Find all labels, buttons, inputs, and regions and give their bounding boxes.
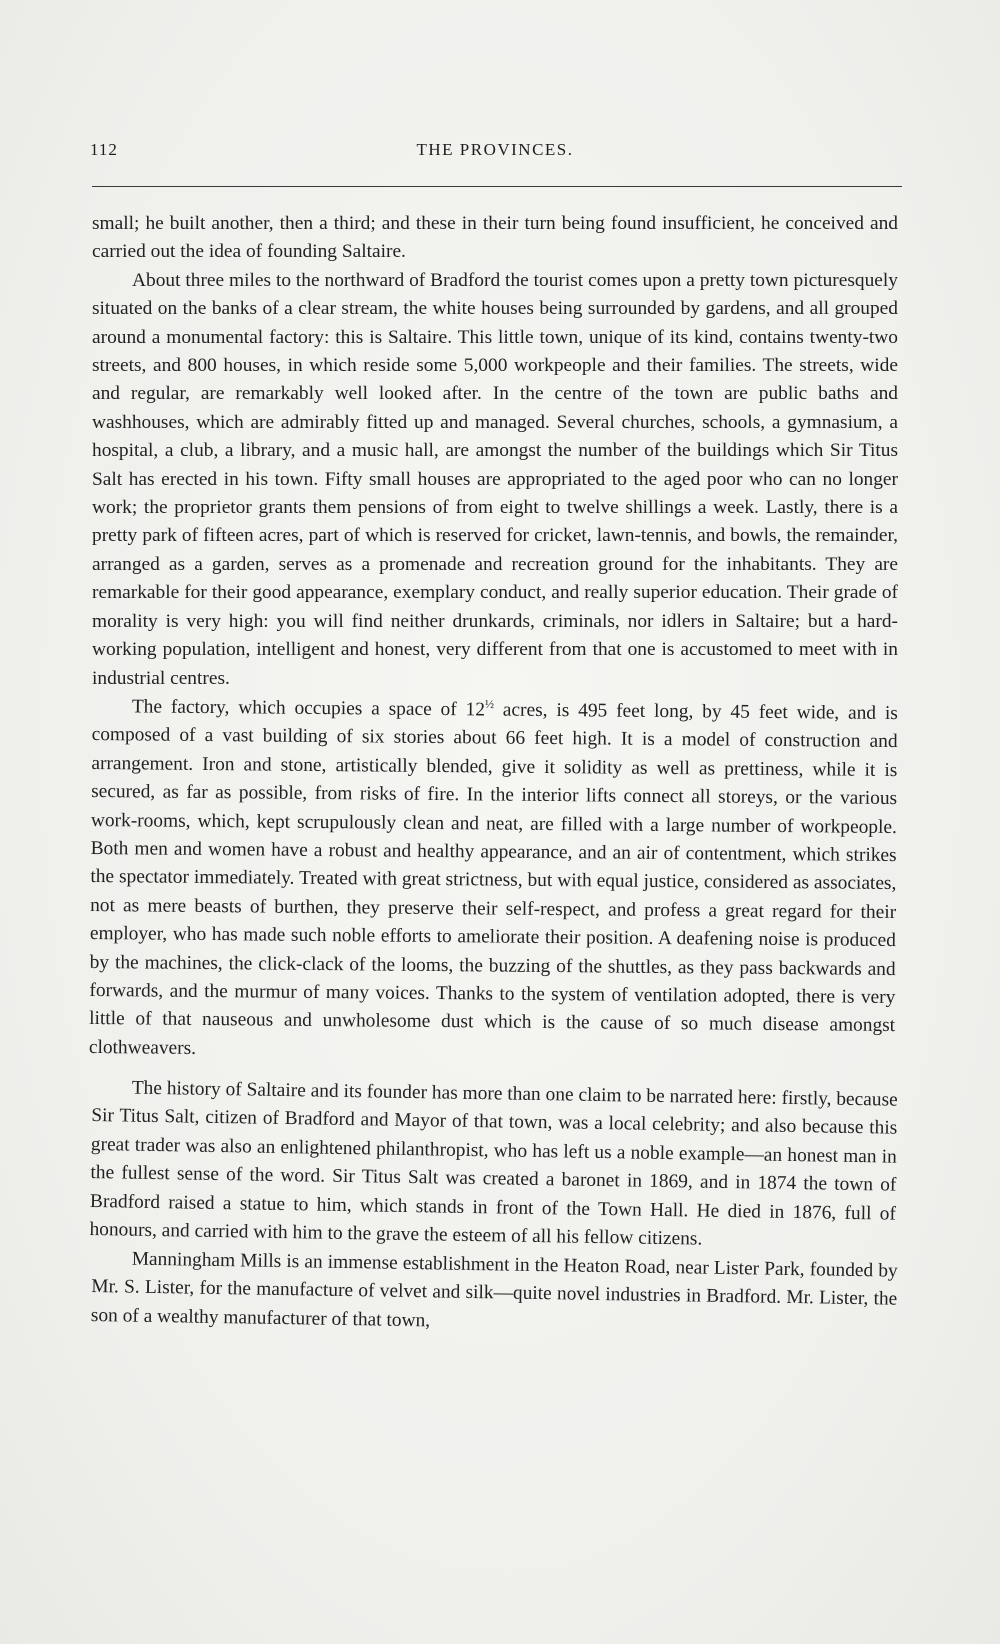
body-text bbox=[88, 210, 898, 1331]
paragraph-3-rest: acres, is 495 feet long, by 45 feet wide, and is composed of a vast building of six stories about 66 feet high. It is a model of construction and arrangement. Iron and stone, artistically blended, give it solidity as well as prettiness, while it is secured, as far as possible, from risks of fire. In the interior lifts connect all storeys, or the various work-rooms, which, kept scrupulously clean and neat, are filled with a large number of workpeople. Both men and women have a robust and healthy appearance, and an air of contentment, which strikes the spectator immediately. Treated with great strictness, but with equal justice, considered as associates, not as mere beasts of burthen, they preserve their self-respect, and profess a great regard for their employer, who has made such noble efforts to ameliorate their position. A deafening noise is produced by the machines, the click-clack of the looms, the buzzing of the shuttles, as they pass backwards and forwards, and the murmur of many voices. Thanks to the system of ventilation adopted, there is very little of that nauseous and unwholesome dust which is the cause of so much disease amongst clothweavers. bbox=[88, 699, 898, 1059]
paragraph-3-start: The factory, which occupies a space of 12 bbox=[131, 696, 486, 721]
paragraph-4: The history of Saltaire and its founder has more than one claim to be narrated here: firstly, because Sir Titus Salt, citizen of Bradford and Mayor of that town, was a local celebrity; and also because this great trader was also an enlightened philanthropist, who has left us a noble example—an honest man in the fullest sense of the word. Sir Titus Salt was created a baronet in 1869, and in 1874 the town of Bradford raised a statue to him, which stands in front of the Town Hall. He died in 1876, full of honours, and carried with him to the grave the esteem of all his fellow citizens. bbox=[89, 1077, 898, 1250]
paragraph-3 bbox=[89, 693, 898, 1069]
page-header bbox=[90, 140, 900, 170]
paragraph-1: small; he built another, then a third; and these in their turn being found insufficient, he conceived and carried out the idea of founding Saltaire. bbox=[92, 213, 898, 263]
header-rule bbox=[92, 186, 902, 187]
running-head: THE PROVINCES. bbox=[416, 140, 574, 159]
page-number: 112 bbox=[90, 140, 118, 159]
fraction-half: ½ bbox=[484, 696, 495, 711]
paragraph-2: About three miles to the northward of Bradford the tourist comes upon a pretty town picturesquely situated on the banks of a clear stream, the white houses being surrounded by gardens, and all grouped around a monumental factory: this is Saltaire. This little town, unique of its kind, contains twenty-two streets, and 800 houses, in which reside some 5,000 workpeople and their families. The streets, wide and regular, are remarkably well looked after. In the centre of the town are public baths and washhouses, which are admirably fitted up and managed. Several churches, schools, a gymnasium, a hospital, a club, a library, and a music hall, are amongst the number of the buildings which Sir Titus Salt has erected in his town. Fifty small houses are appropriated to the aged poor who can no longer work; the proprietor grants them pensions of from eight to twelve shillings a week. Lastly, there is a pretty park of fifteen acres, part of which is reserved for cricket, lawn-tennis, and bowls, the remainder, arranged as a garden, serves as a promenade and recreation ground for the inhabitants. They are remarkable for their good appearance, exemplary conduct, and really superior education. Their grade of morality is very high: you will find neither drunkards, criminals, nor idlers in Saltaire; but a hard-working population, intelligent and honest, very different from that one is accustomed to meet with in industrial centres. bbox=[92, 269, 898, 689]
paragraph-5: Manningham Mills is an immense establishment in the Heaton Road, near Lister Park, founded by Mr. S. Lister, for the manufacture of velvet and silk—quite novel industries in Bradford. Mr. Lister, the son of a wealthy manufacturer of that town, bbox=[90, 1248, 898, 1331]
